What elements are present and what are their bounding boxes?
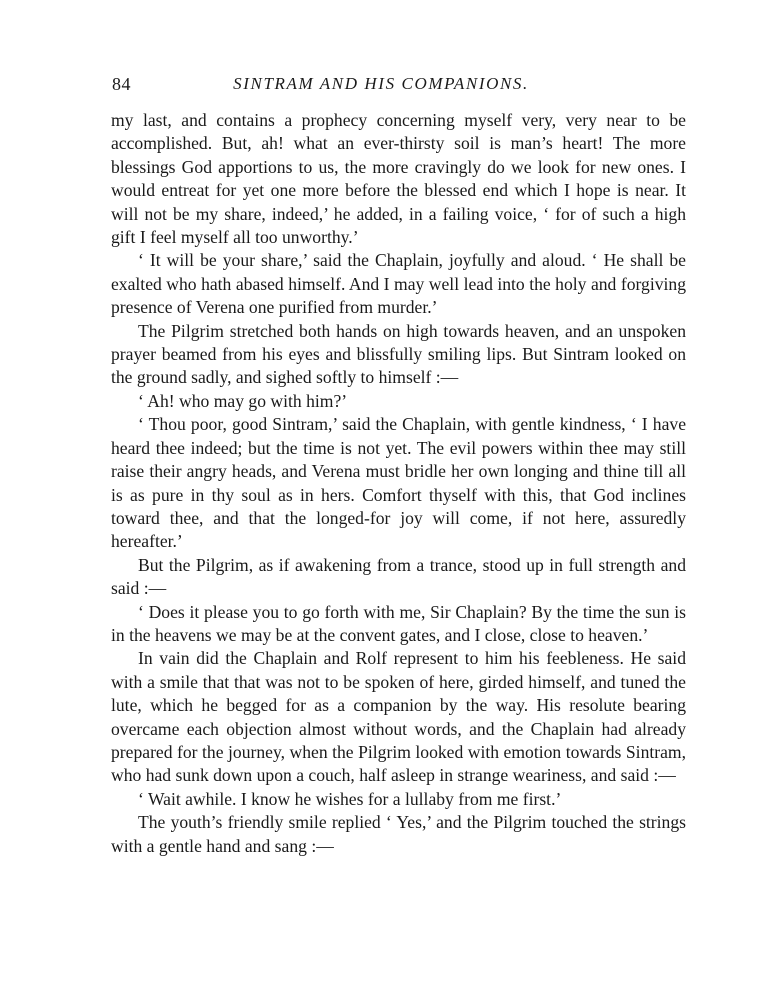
paragraph: my last, and contains a prophecy concerning myself very, very near to be accomplished. But, ah! what an ever-thirsty soil is man’s heart! The more blessings God apportions to us, the more cravingly do we look for new ones. I would entreat for yet one more before the blessed end which I hope is near. It will not be my share, indeed,’ he added, in a failing voice, ‘ for of such a high gift I feel myself all too unworthy.’ — [111, 110, 686, 248]
page-body — [111, 109, 686, 858]
paragraph: ‘ Does it please you to go forth with me, Sir Chaplain? By the time the sun is in the heavens we may be at the convent gates, and I close, close to heaven.’ — [111, 601, 686, 645]
page-number: 84 — [112, 74, 131, 94]
paragraph: The youth’s friendly smile replied ‘ Yes,’ and the Pilgrim touched the strings with a gentle hand and sang :— — [111, 812, 686, 856]
paragraph: ‘ Thou poor, good Sintram,’ said the Chaplain, with gentle kindness, ‘ I have heard thee indeed; but the time is not yet. The evil powers within thee may still raise their angry heads, and Verena must bridle her own longing and thine till all is as pure in thy soul as in hers. Comfort thyself with this, that God inclines toward thee, and that the longed-for joy will come, if not here, assuredly hereafter.’ — [111, 414, 686, 552]
paragraph: ‘ Ah! who may go with him?’ — [138, 390, 348, 411]
paragraph: ‘ Wait awhile. I know he wishes for a lullaby from me first.’ — [138, 788, 562, 809]
running-head: SINTRAM AND HIS COMPANIONS. — [233, 74, 529, 93]
paragraph: In vain did the Chaplain and Rolf represent to him his feebleness. He said with a smile that that was not to be spoken of here, girded himself, and tuned the lute, which he begged for as a companion by the way. His resolute bearing overcame each objection almost without words, and the Chaplain had already prepared for the journey, when the Pilgrim looked with emotion towards Sintram, who had sunk down upon a couch, half asleep in strange weariness, and said :— — [111, 648, 686, 786]
paragraph: But the Pilgrim, as if awakening from a trance, stood up in full strength and said :— — [111, 554, 686, 599]
paragraph: The Pilgrim stretched both hands on high towards heaven, and an unspoken prayer beamed from his eyes and blissfully smiling lips. But Sintram looked on the ground sadly, and sighed softly to himself :— — [111, 320, 686, 388]
paragraph: ‘ It will be your share,’ said the Chaplain, joyfully and aloud. ‘ He shall be exalted who hath abased himself. And I may well lead into the holy and forgiving presence of Verena one purified from murder.’ — [111, 250, 686, 318]
